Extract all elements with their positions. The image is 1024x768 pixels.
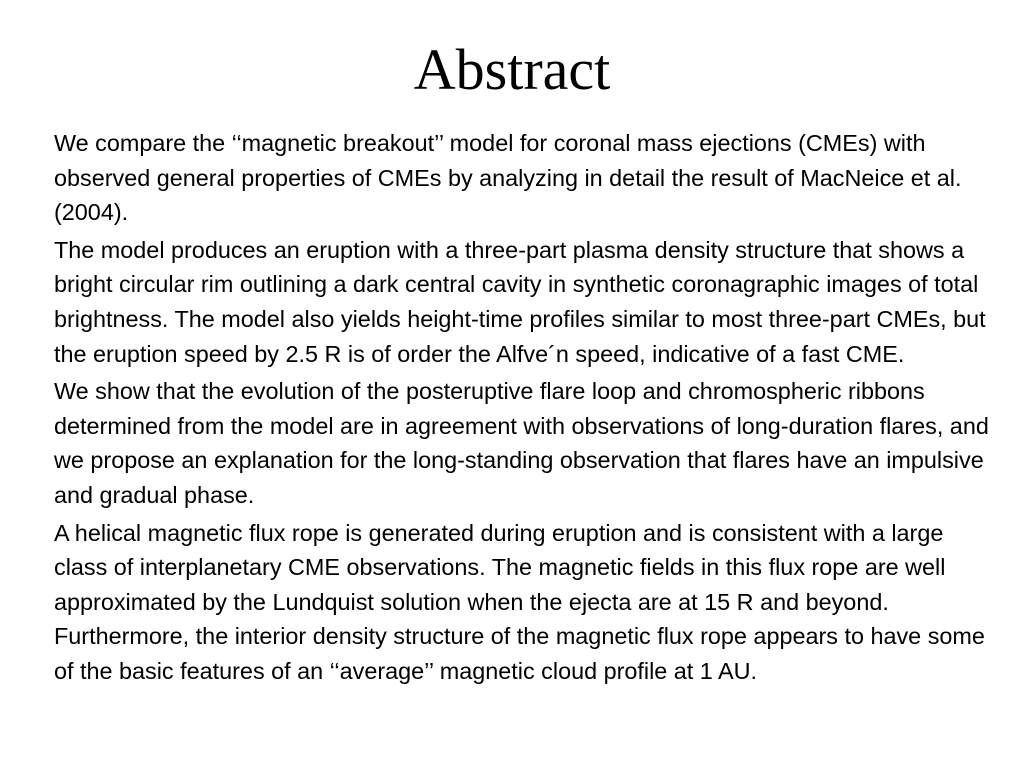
slide-body [54, 126, 994, 692]
paragraph-2: The model produces an eruption with a three-part plasma density structure that shows a bright circular rim outlining a dark central cavity in synthetic coronagraphic images of total brightness. The model also yields height-time profiles similar to most three-part CMEs, but the eruption speed by 2.5 R is of order the Alfve´n speed, indicative of a fast CME. [54, 236, 986, 367]
paragraph-4: A helical magnetic flux rope is generated during eruption and is consistent with a large class of interplanetary CME observations. The magnetic fields in this flux rope are well approximated by the Lundquist solution when the ejecta are at 15 R and beyond. Furthermore, the interior density structure of the magnetic flux rope appears to have some of the basic features of an ‘‘average’’ magnetic cloud profile at 1 AU. [54, 519, 985, 684]
paragraph-3: We show that the evolution of the posteruptive flare loop and chromospheric ribbons determined from the model are in agreement with observations of long-duration flares, and we propose an explanation for the long-standing observation that flares have an impulsive and gradual phase. [54, 378, 989, 508]
paragraph-1: We compare the ‘‘magnetic breakout’’ model for coronal mass ejections (CMEs) with observed general properties of CMEs by analyzing in detail the result of MacNeice et al. (2004). [54, 130, 962, 226]
slide-title: Abstract [413, 37, 611, 102]
